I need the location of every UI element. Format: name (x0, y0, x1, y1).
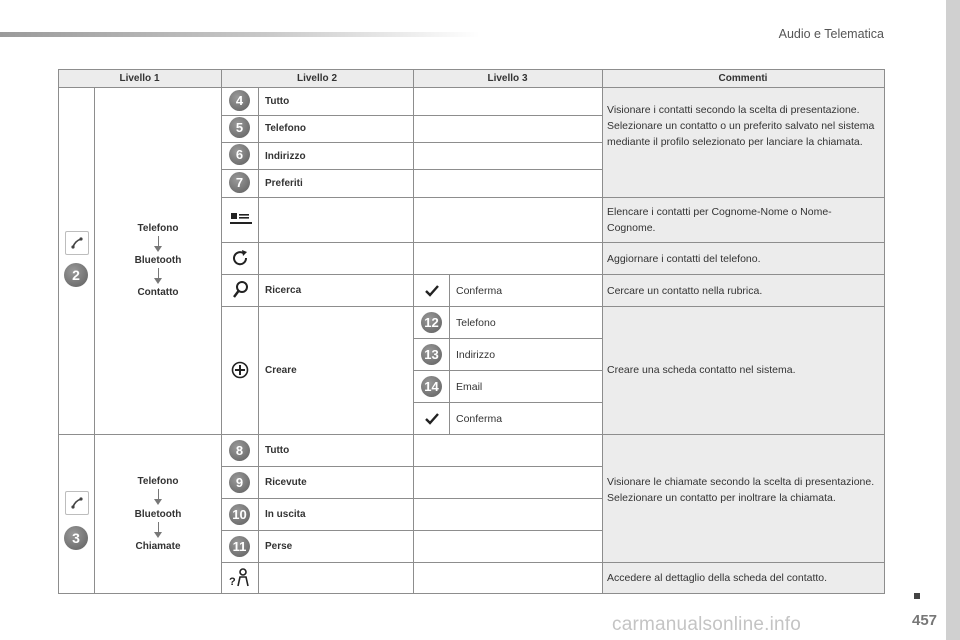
path-arrowhead (154, 532, 162, 538)
step-badge-8: 8 (229, 440, 250, 461)
page-edge-strip (946, 0, 960, 640)
row-line (221, 306, 885, 307)
option-calls-tutto: Tutto (265, 445, 290, 456)
path-arrowhead (154, 278, 162, 284)
option-create-email: Email (456, 381, 483, 393)
step-badge-2: 2 (64, 263, 88, 287)
col-line-2 (221, 69, 222, 594)
option-preferiti: Preferiti (265, 178, 303, 189)
check-icon (425, 284, 439, 302)
page-marker (914, 593, 920, 599)
step-badge-12: 12 (421, 312, 442, 333)
border-right (884, 69, 885, 594)
comment-refresh: Aggiornare i contatti del telefono. (607, 253, 761, 265)
row-line (221, 115, 602, 116)
step-badge-10: 10 (229, 504, 250, 525)
comment-create: Creare una scheda contatto nel sistema. (607, 364, 796, 376)
option-create-telefono: Telefono (456, 317, 496, 329)
row-line (221, 242, 885, 243)
comment-calls: Visionare le chiamate secondo la scelta di presentazione. Selezionare un contatto per inoltrare la chiamata. (607, 476, 875, 504)
row-line (221, 498, 602, 499)
header-livello-1: Livello 1 (119, 73, 160, 84)
path-telefono: Telefono (137, 476, 179, 487)
option-create-conferma: Conferma (456, 413, 503, 425)
option-telefono: Telefono (265, 123, 306, 134)
path-bluetooth: Bluetooth (134, 255, 182, 266)
option-creare: Creare (265, 365, 297, 376)
phone-screen-icon (65, 231, 89, 255)
comment-name-order: Elencare i contatti per Cognome-Nome o Nome-Cognome. (607, 206, 832, 234)
comment-detail: Accedere al dettaglio della scheda del contatto. (607, 572, 828, 584)
row-line (221, 197, 885, 198)
watermark-text: carmanualsonline.info (612, 614, 802, 635)
step-badge-5: 5 (229, 117, 250, 138)
section-title: Audio e Telematica (778, 27, 884, 41)
check-icon (425, 412, 439, 430)
step-badge-6: 6 (229, 144, 250, 165)
path-contatto: Contatto (137, 287, 179, 298)
contact-detail-icon (229, 566, 253, 593)
step-badge-9: 9 (229, 472, 250, 493)
search-icon (232, 280, 250, 305)
add-contact-icon (231, 361, 249, 384)
border-bottom (58, 593, 885, 594)
svg-text:?: ? (229, 576, 236, 588)
option-tutto: Tutto (265, 96, 290, 107)
step-badge-3: 3 (64, 526, 88, 550)
col-line-4 (602, 69, 603, 594)
comment-search: Cercare un contatto nella rubrica. (607, 285, 763, 297)
option-calls-in-uscita: In uscita (265, 509, 306, 520)
row-line (221, 142, 602, 143)
comment-sort: Visionare i contatti secondo la scelta di presentazione. Selezionare un contatto o un preferito salvato nel sistema mediante il profilo selezionato per lanciare la chiamata. (607, 104, 875, 148)
option-indirizzo: Indirizzo (265, 151, 306, 162)
row-line (413, 370, 602, 371)
step-badge-4: 4 (229, 90, 250, 111)
header-rule (0, 32, 480, 37)
option-ricerca: Ricerca (265, 285, 302, 296)
option-calls-perse: Perse (265, 541, 293, 552)
path-arrowhead (154, 246, 162, 252)
row-line (221, 466, 602, 467)
step-badge-13: 13 (421, 344, 442, 365)
refresh-icon (231, 249, 251, 272)
col-line-sub (449, 274, 450, 434)
step-badge-11: 11 (229, 536, 250, 557)
col-line-1 (94, 87, 95, 594)
step-badge-7: 7 (229, 172, 250, 193)
option-create-indirizzo: Indirizzo (456, 349, 496, 361)
col-line-3 (413, 69, 414, 594)
step-badge-14: 14 (421, 376, 442, 397)
option-calls-ricevute: Ricevute (265, 477, 307, 488)
path-chiamate: Chiamate (135, 541, 181, 552)
row-line (413, 402, 602, 403)
path-bluetooth: Bluetooth (134, 509, 182, 520)
option-conferma-search: Conferma (456, 285, 503, 297)
row-line (221, 169, 602, 170)
row-line (221, 274, 885, 275)
header-divider (58, 87, 885, 88)
path-telefono: Telefono (137, 223, 179, 234)
col-line-icon (258, 87, 259, 594)
row-line (221, 530, 602, 531)
header-livello-3: Livello 3 (487, 73, 528, 84)
page-number: 457 (912, 612, 938, 629)
phone-screen-icon (65, 491, 89, 515)
header-livello-2: Livello 2 (296, 73, 337, 84)
contact-card-icon (229, 211, 253, 232)
group-divider (58, 434, 885, 435)
header-commenti: Commenti (718, 73, 768, 84)
row-line (221, 562, 885, 563)
row-line (413, 338, 602, 339)
path-arrowhead (154, 499, 162, 505)
border-left (58, 69, 59, 594)
